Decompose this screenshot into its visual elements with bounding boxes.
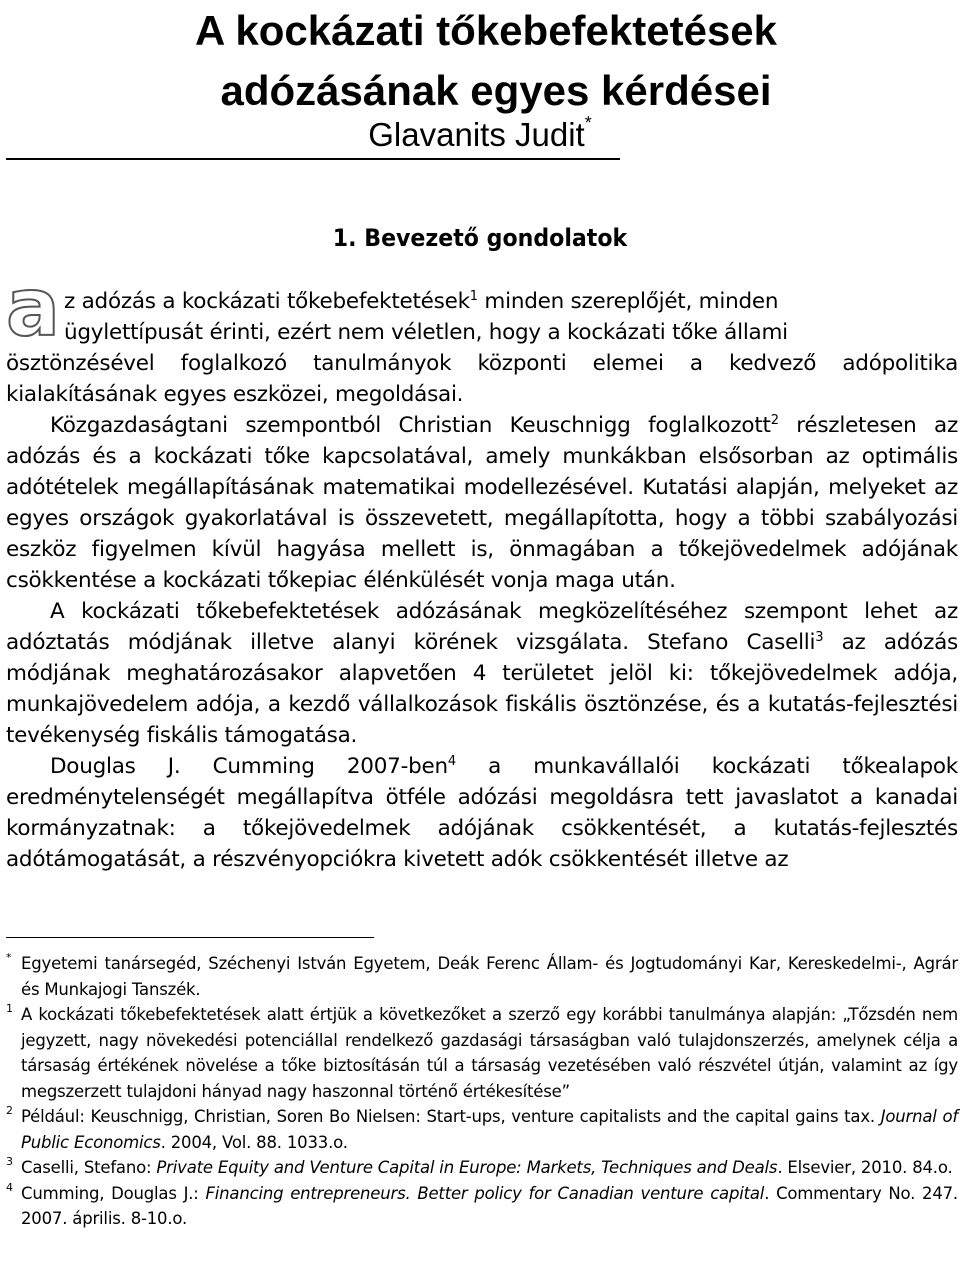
footnote-ref-1: 1	[469, 288, 478, 304]
drop-cap: a	[6, 261, 60, 354]
paragraph-intro	[6, 286, 958, 410]
footnote-2: 2 Például: Keuschnigg, Christian, Soren Bo Nielsen: Start-ups, venture capitalists and the capital gains tax. Journal of Public Economics. 2004, Vol. 88. 1033.o.	[6, 1104, 958, 1152]
footnote-ref-4: 4	[447, 753, 456, 769]
footnote-1: 1 A kockázati tőkebefektetések alatt értjük a következőket a szerző egy korábbi tanulmánya alapján: „Tőzsdén nem jegyzett, nagy növekedési potenciállal rendelkező gazdasági társaságban való tulajdonszerzés, amelynek célja a társaság értékének növelése a tőke biztosításán túl a társaság vezetésében való részvétel útján, valamint az így megszerzett tulajdoni hányad nagy haszonnal történő értékesítése”	[6, 1002, 958, 1101]
title-line-2: adózásának egyes kérdései	[220, 67, 772, 114]
author-footnote-marker: *	[584, 113, 592, 133]
paragraph-cumming: Douglas J. Cumming 2007-ben$^4$ a munkavállalói kockázati tőkealapok eredménytelenségét megállapítva ötféle adózási megoldásra tett javaslatot a kanadai kormányzatnak: a tőkejövedelmek adójának csökkentését, a kutatás-fejlesztés adótámogatását, a részvényopciókra kivetett adók csökkentését illetve az	[6, 753, 959, 872]
intro-rest: ösztönzésével foglalkozó tanulmányok központi elemei a kedvező adópolitika kialakításának egyes eszközei, megoldásai.	[6, 351, 958, 407]
book-title-cumming: Financing entrepreneurs. Better policy for Canadian venture capital	[205, 1183, 765, 1203]
section-heading: 1. Bevezető gondolatok	[332, 224, 628, 252]
author	[0, 113, 960, 153]
body-text	[6, 286, 958, 875]
footnote-star: * Egyetemi tanársegéd, Széchenyi István Egyetem, Deák Ferenc Állam- és Jogtudományi Kar, Kereskedelmi-, Agrár és Munkajogi Tanszék.	[6, 951, 958, 999]
title-line-1: A kockázati tőkebefektetések	[194, 7, 778, 54]
paragraph-caselli: A kockázati tőkebefektetések adózásának megközelítéséhez szempont lehet az adóztatás módjának illetve alanyi körének vizsgálata. Stefano Caselli$^3$ az adózás módjának meghatározásakor alapvetően 4 területet jelöl ki: tőkejövedelmek adója, munkajövedelem adója, a kezdő vállalkozások fiskális ösztönzése, és a kutatás-fejlesztési tevékenység fiskális támogatása.	[6, 599, 958, 748]
footnote-ref-2: 2	[770, 412, 779, 428]
book-title-caselli: Private Equity and Venture Capital in Europe: Markets, Techniques and Deals	[156, 1158, 778, 1177]
footnotes	[6, 951, 958, 1232]
intro-line-2: ügylettípusát érinti, ezért nem véletlen, hogy a kockázati tőke állami	[64, 320, 788, 345]
footnote-separator	[6, 937, 374, 938]
title-rule	[6, 158, 620, 160]
paragraph-keuschnigg: Közgazdaságtani szempontból Christian Keuschnigg foglalkozott$^2$ részletesen az adózás és a kockázati tőke kapcsolatával, amely munkákban elsősorban az optimális adótételek megállapításának matematikai modellezésével. Kutatási alapján, melyeket az egyes országok gyakorlatával is összevetett, megállapította, hogy a többi szabályozási eszköz figyelmen kívül hagyása mellett is, önmagában a tőkejövedelmek adójának csökkentése a kockázati tőkepiac élénkülését vonja maga után.	[6, 412, 958, 593]
footnote-3: 3 Caselli, Stefano: Private Equity and Venture Capital in Europe: Markets, Techniques and Deals. Elsevier, 2010. 84.o.	[6, 1155, 953, 1177]
footnote-4: 4 Cumming, Douglas J.: Financing entrepreneurs. Better policy for Canadian venture capital. Commentary No. 247. 2007. április. 8-10.o.	[6, 1180, 958, 1228]
intro-line-1: z adózás a kockázati tőkebefektetések$^1$ minden szereplőjét, minden	[64, 288, 779, 314]
author-name: Glavanits Judit	[368, 116, 585, 153]
footnote-ref-3: 3	[815, 629, 824, 645]
journal-title: Journal of Public Economics	[21, 1107, 958, 1152]
